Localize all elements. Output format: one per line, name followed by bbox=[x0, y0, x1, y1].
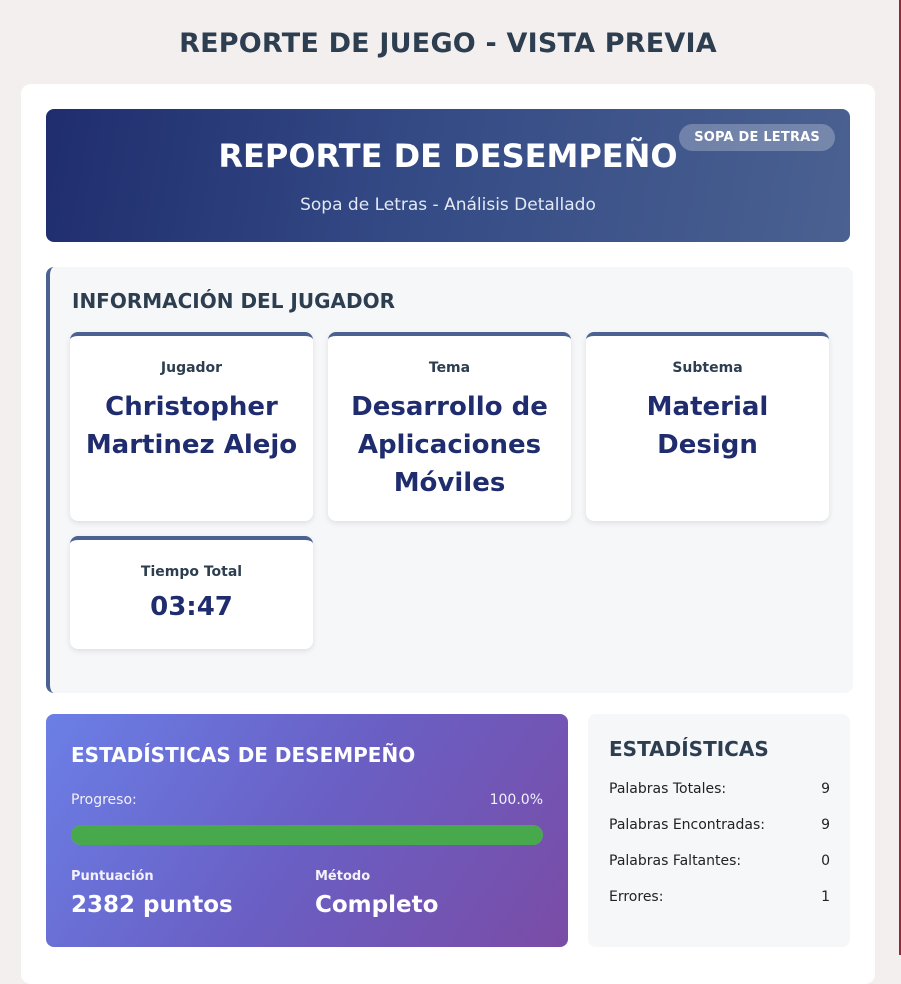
method-label: Método bbox=[315, 869, 371, 884]
stat-row-found-words bbox=[609, 817, 830, 833]
stats-summary bbox=[588, 714, 850, 947]
total-time-card bbox=[70, 536, 313, 649]
performance-title: ESTADÍSTICAS DE DESEMPEÑO bbox=[71, 743, 416, 767]
player-info-section bbox=[46, 267, 853, 693]
stat-row-errors bbox=[609, 889, 830, 905]
score-metric bbox=[71, 869, 233, 918]
score-value: 2382 puntos bbox=[71, 892, 233, 918]
modal-title: REPORTE DE JUEGO - VISTA PREVIA bbox=[179, 28, 717, 59]
stat-label: Palabras Faltantes: bbox=[609, 853, 742, 869]
performance-stats-card bbox=[46, 714, 568, 947]
stat-row-missing-words bbox=[609, 853, 830, 869]
player-label: Jugador bbox=[160, 360, 223, 376]
stat-label: Palabras Totales: bbox=[609, 781, 727, 797]
stat-value: 1 bbox=[821, 889, 830, 905]
subtheme-value: Material Design bbox=[646, 392, 769, 460]
theme-value: Desarrollo de Aplicaciones Móviles bbox=[351, 392, 548, 498]
report-panel bbox=[21, 84, 875, 984]
progress-bar bbox=[71, 825, 543, 845]
report-title: REPORTE DE DESEMPEÑO bbox=[218, 137, 678, 175]
game-type-badge: SOPA DE LETRAS bbox=[679, 124, 835, 151]
stat-value: 9 bbox=[821, 781, 830, 797]
subtheme-card bbox=[586, 332, 829, 521]
method-value: Completo bbox=[315, 892, 439, 918]
stat-value: 0 bbox=[821, 853, 830, 869]
player-name: Christopher Martinez Alejo bbox=[85, 392, 298, 460]
stat-label: Palabras Encontradas: bbox=[609, 817, 765, 833]
theme-card bbox=[328, 332, 571, 521]
progress-bar-fill bbox=[71, 825, 543, 845]
subtheme-label: Subtema bbox=[672, 360, 743, 376]
theme-label: Tema bbox=[428, 360, 471, 376]
report-subtitle: Sopa de Letras - Análisis Detallado bbox=[300, 195, 596, 215]
report-header bbox=[46, 109, 850, 242]
method-metric bbox=[315, 869, 438, 918]
stat-value: 9 bbox=[821, 817, 830, 833]
score-label: Puntuación bbox=[71, 869, 154, 884]
progress-percentage: 100.0% bbox=[489, 792, 543, 808]
stat-label: Errores: bbox=[609, 889, 664, 905]
player-card bbox=[70, 332, 313, 521]
total-time-value: 03:47 bbox=[150, 592, 233, 622]
total-time-label: Tiempo Total bbox=[140, 564, 243, 580]
progress-label: Progreso: bbox=[71, 792, 137, 808]
stat-row-total-words bbox=[609, 781, 830, 797]
stats-title: ESTADÍSTICAS bbox=[609, 737, 769, 761]
player-info-title: INFORMACIÓN DEL JUGADOR bbox=[72, 289, 395, 313]
